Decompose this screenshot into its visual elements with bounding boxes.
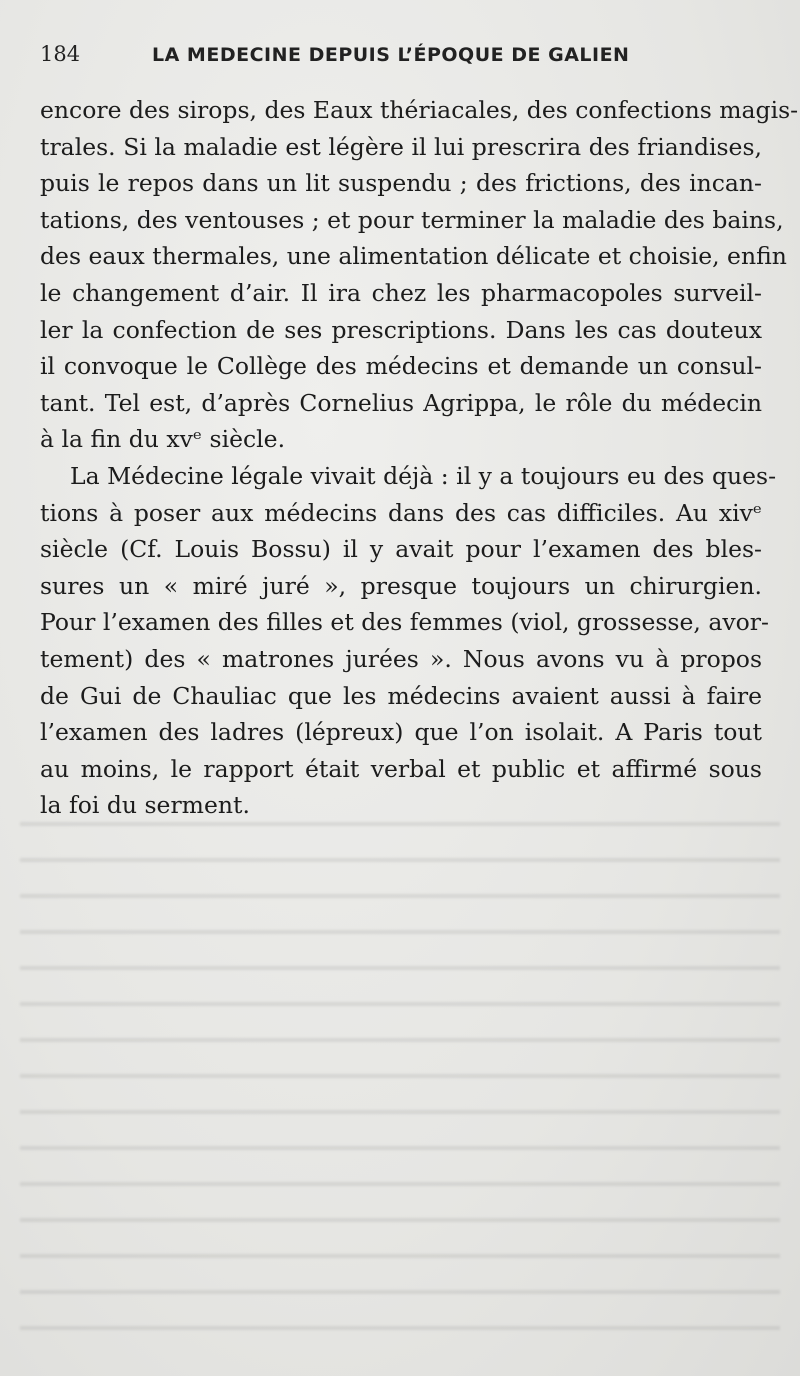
text-line: tions à poser aux médecins dans des cas difficiles. Au xivᵉ [40,498,762,527]
body-text [40,92,799,824]
text-line: il convoque le Collège des médecins et demande un consul- [40,352,762,381]
text-line: l’examen des ladres (lépreux) que l’on isolait. A Paris tout [40,718,762,747]
text-line: ler la confection de ses prescriptions. Dans les cas douteux [40,315,762,344]
text-line: tations, des ventouses ; et pour terminer la maladie des bains, [40,205,784,234]
text-line: à la fin du xvᵉ siècle. [40,425,286,454]
text-line: encore des sirops, des Eaux thériacales, des confections magis- [40,96,799,124]
text-line: trales. Si la maladie est légère il lui prescrira des friandises, [40,132,762,161]
page-number: 184 [40,42,81,66]
text-line: de Gui de Chauliac que les médecins avaient aussi à faire [40,681,762,710]
text-line: tant. Tel est, d’après Cornelius Agrippa, le rôle du médecin [40,388,762,417]
text-line: des eaux thermales, une alimentation délicate et choisie, enfin [40,242,787,271]
running-header [40,40,760,72]
paragraph-start-line: La Médecine légale vivait déjà : il y a toujours eu des ques- [70,461,777,490]
running-title: LA MEDECINE DEPUIS L’ÉPOQUE DE GALIEN [152,44,630,66]
text-line: au moins, le rapport était verbal et public et affirmé sous [40,754,762,783]
text-line: le changement d’air. Il ira chez les pharmacopoles surveil- [40,278,762,307]
text-line: puis le repos dans un lit suspendu ; des frictions, des incan- [40,169,762,198]
text-line: tement) des « matrones jurées ». Nous avons vu à propos [40,644,762,673]
text-line: Pour l’examen des filles et des femmes (viol, grossesse, avor- [40,608,769,637]
text-line: siècle (Cf. Louis Bossu) il y avait pour l’examen des bles- [40,535,762,564]
show-through-texture [20,800,780,1346]
text-line: la foi du serment. [40,791,250,820]
text-line: sures un « miré juré », presque toujours un chirurgien. [40,571,762,600]
